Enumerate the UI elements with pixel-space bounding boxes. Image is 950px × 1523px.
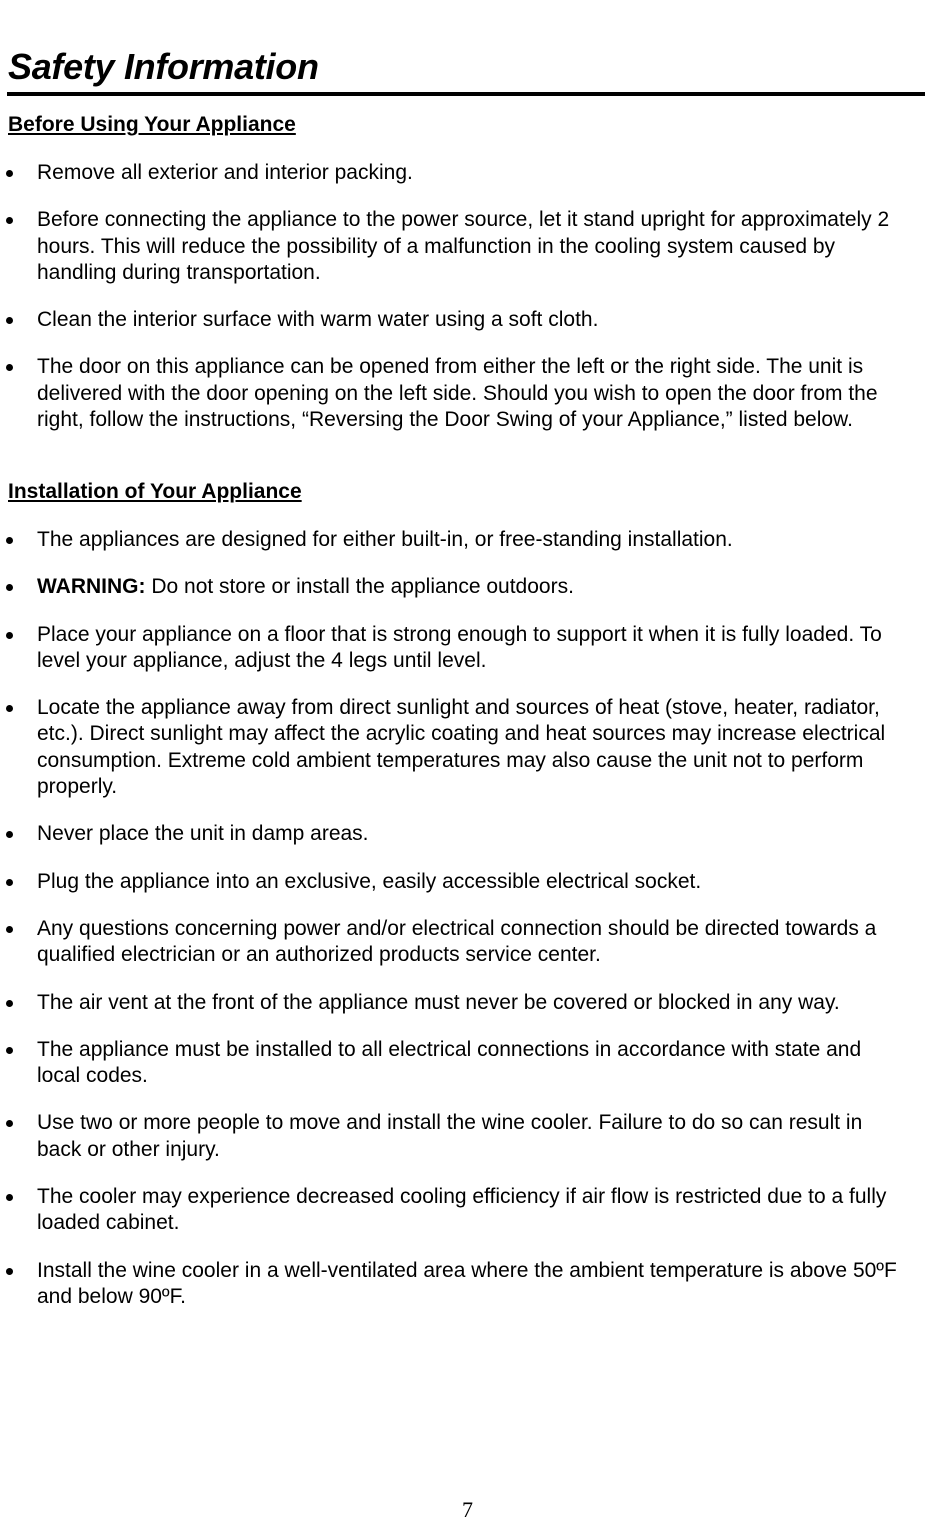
bullet-icon (6, 632, 13, 639)
list-item: The cooler may experience decreased cooling efficiency if air flow is restricted due to a fully loaded cabinet. (0, 1184, 899, 1237)
page-number: 7 (462, 1497, 473, 1522)
bullet-icon (6, 705, 13, 712)
list-item: Place your appliance on a floor that is strong enough to support it when it is fully loaded. To level your appliance, adjust the 4 legs until level. (0, 622, 899, 675)
list-item: The appliance must be installed to all electrical connections in accordance with state and local codes. (0, 1037, 899, 1090)
section-heading-before-using: Before Using Your Appliance (8, 113, 296, 136)
bullet-icon (6, 831, 13, 838)
list-item: Remove all exterior and interior packing. (0, 160, 899, 186)
list-item-warning: WARNING: Do not store or install the appliance outdoors. (0, 574, 899, 600)
section-heading-installation: Installation of Your Appliance (8, 480, 302, 503)
list-item: The air vent at the front of the appliance must never be covered or blocked in any way. (0, 990, 899, 1016)
list-item: Locate the appliance away from direct sunlight and sources of heat (stove, heater, radiator, etc.). Direct sunlight may affect the acrylic coating and heat sources may increase electrical consumption. Extreme cold ambient temperatures may also cause the unit not to perform properly. (0, 695, 899, 800)
list-item: Clean the interior surface with warm water using a soft cloth. (0, 307, 899, 333)
bullet-icon (6, 217, 13, 224)
bullet-icon (6, 1047, 13, 1054)
bullet-icon (6, 364, 13, 371)
list-item: Any questions concerning power and/or electrical connection should be directed towards a qualified electrician or an authorized products service center. (0, 916, 899, 969)
warning-label: WARNING: (37, 575, 146, 599)
bullet-icon (6, 1268, 13, 1275)
bullet-icon (6, 1120, 13, 1127)
bullet-icon (6, 879, 13, 886)
list-item: The door on this appliance can be opened from either the left or the right side. The unit is delivered with the door opening on the left side. Should you wish to open the door from the right, follow the instructions, “Reversing the Door Swing of your Appliance,” listed below. (0, 354, 899, 433)
page-title: Safety Information (8, 46, 319, 87)
list-item: Use two or more people to move and install the wine cooler. Failure to do so can result in back or other injury. (0, 1110, 899, 1163)
installation-list (0, 527, 950, 1331)
bullet-icon (6, 584, 13, 591)
bullet-icon (6, 537, 13, 544)
list-item: Install the wine cooler in a well-ventilated area where the ambient temperature is above 50ºF and below 90ºF. (0, 1258, 899, 1311)
bullet-icon (6, 926, 13, 933)
bullet-icon (6, 1194, 13, 1201)
list-item: Before connecting the appliance to the power source, let it stand upright for approximately 2 hours. This will reduce the possibility of a malfunction in the cooling system caused by handling during transportation. (0, 207, 899, 286)
before-using-list (0, 160, 950, 454)
bullet-icon (6, 317, 13, 324)
list-item: Plug the appliance into an exclusive, easily accessible electrical socket. (0, 869, 899, 895)
list-item: Never place the unit in damp areas. (0, 821, 899, 847)
title-rule (7, 92, 925, 96)
list-item: The appliances are designed for either built-in, or free-standing installation. (0, 527, 899, 553)
bullet-icon (6, 1000, 13, 1007)
bullet-icon (6, 170, 13, 177)
